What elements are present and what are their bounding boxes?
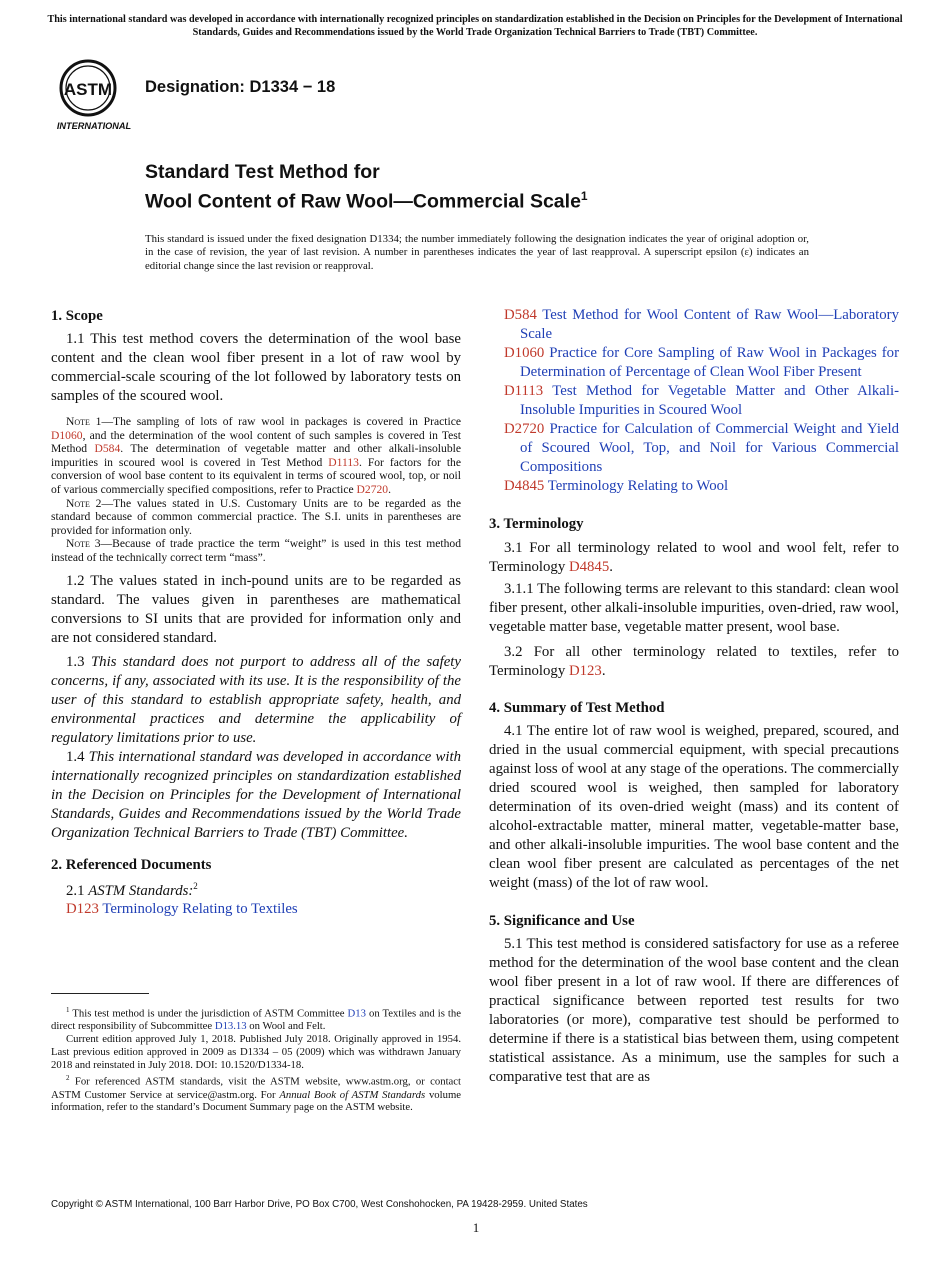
footnote-1-edition: Current edition approved July 1, 2018. Published July 2018. Originally approved in 1954. Last previous edition approved in 2009 as D1334 – 05 (2009) which was withdrawn January 2018 and reinstated in July 2018. DOI: 10.1520/D1334-18. [51,1033,461,1072]
ref-doc-d4845 [489,477,899,496]
title-line-1: Standard Test Method for [145,161,380,183]
ref-code[interactable]: D1060 [504,345,545,361]
para-5-1: 5.1 This test method is considered satisfactory for use as a referee method for the determination of the wool base content and the clean wool fiber present in a lot of raw wool. If there are differences of practical significance between reported test results for two laboratories (or more), comparative test should be performed to determine if there is a statistical bias between them, using competent statistical assistance. As a minimum, use the samples for such a comparative test that are as [489,936,899,1085]
para-1-4: 1.4 This international standard was developed in accordance with internationally recognized principles on standardization established in the Decision on Principles for the Development of International Standards, Guides and Recommendations issued by the World Trade Organization Technical Barriers to Trade (TBT) Committee. [51,748,461,841]
ref-link-d2720[interactable]: D2720 [356,482,389,496]
ref-title[interactable]: Practice for Calculation of Commercial Weight and Yield of Scoured Wool, Top, and Noil for Various Commercial Compositions [520,421,900,475]
ref-doc-d2720 [489,420,899,477]
footnote-divider [51,993,149,994]
logo-subtext: INTERNATIONAL [56,121,132,131]
title-line-2: Wool Content of Raw Wool—Commercial Scale$^1$ [145,189,588,213]
page-number: 1 [472,1220,480,1235]
title-footnote-mark: 1 [580,189,588,203]
ref-code[interactable]: D123 [66,901,99,918]
note-1: Note 1—The sampling of lots of raw wool in packages is covered in Practice D1060, and the determination of the wool content of such samples is covered in Test Method D584. The determination of vegetable matter and other alkali-insoluble impurities in scoured wool is covered in Test Method D1113. For factors for the conversion of wool base content to its equivalent in terms of scoured wool, top, or noil of various commercially specified compositions, refer to Practice D2720. [51,415,461,496]
para-1-1: 1.1 This test method covers the determination of the wool base content and the clean wool fiber present in a lot of raw wool by commercial-scale scouring of the lot followed by laboratory tests on samples of the scoured wool. [51,331,461,404]
note-2: Note 2—The values stated in U.S. Customary Units are to be regarded as the standard because of common commercial practice. The S.I. units in parentheses are provided for information only. [51,496,461,537]
footnotes [51,1004,461,1114]
para-3-1-1: 3.1.1 The following terms are relevant to this standard: clean wool fiber present, other alkali-insoluble impurities, oven-dried, raw wool, vegetable matter base, vegetable matter present, wool base. [489,581,899,635]
footnote-2: $^2$ For referenced ASTM standards, visit the ASTM website, www.astm.org, or contact ASTM Customer Service at service@astm.org. For Annual Book of ASTM Standards volume information, refer to the standard’s Document Summary page on the ASTM website. [51,1074,461,1114]
designation: Designation: D1334 − 18 [145,78,336,96]
ref-link-d1060[interactable]: D1060 [51,428,83,442]
ref-link-d4845[interactable]: D4845 [568,559,610,575]
ref-link-d584[interactable]: D584 [94,442,121,456]
para-2-1: 2.1 ASTM Standards:$^2$ [66,880,198,899]
ref-doc-d584 [489,306,899,344]
ref-title[interactable]: Terminology Relating to Wool [547,478,729,494]
ref-link-d1113[interactable]: D1113 [328,455,359,469]
section-heading-summary: 4. Summary of Test Method [489,700,665,716]
left-column [51,306,461,919]
ref-title[interactable]: Test Method for Vegetable Matter and Other Alkali-Insoluble Impurities in Scoured Wool [520,383,900,418]
section-heading-significance: 5. Significance and Use [489,913,635,929]
ref-code[interactable]: D2720 [504,421,545,437]
section-heading-terminology: 3. Terminology [489,516,584,532]
ref-link-d123[interactable]: D123 [568,663,602,679]
footnote-1: $^1$ This test method is under the jurisdiction of ASTM Committee D13 on Textiles and is the direct responsibility of Subcommittee D13.13 on Wool and Felt. [51,1006,461,1033]
ref-title[interactable]: Terminology Relating to Textiles [102,901,298,918]
ref-title[interactable]: Practice for Core Sampling of Raw Wool in Packages for Determination of Percentage of Clean Wool Fiber Present [520,345,899,380]
para-1-2: 1.2 The values stated in inch-pound units are to be regarded as standard. The values given in parentheses are mathematical conversions to SI units that are provided for information only and are not considered standard. [51,572,461,646]
ref-doc-d1113 [489,382,899,420]
ref-link-d13[interactable]: D13 [347,1007,366,1020]
note-3: Note 3—Because of trade practice the term “weight” is used in this test method instead of the technically correct term “mass”. [51,537,461,564]
para-3-2: 3.2 For all other terminology related to textiles, refer to Terminology D123. [489,644,899,679]
para-4-1: 4.1 The entire lot of raw wool is weighed, prepared, scoured, and dried in the usual commercial equipment, with special precautions against loss of wool at any stage of the operations. The commercially dried scoured wool is weighed, then sampled for laboratory determination of its oven-dried weight (mass) and its content of alcohol-extractable matter, mineral matter, vegetable-matter base, and other alkali-insoluble impurities. The wool base content and the clean wool fiber present are calculated as percentages of the net weight (mass) of the lot of raw wool. [489,723,899,891]
logo-mark: ASTM [63,80,113,99]
issued-note: This standard is issued under the fixed designation D1334; the number immediately following the designation indicates the year of original adoption or, in the case of revision, the year of last revision. A number in parentheses indicates the year of last reapproval. A superscript epsilon (ε) indicates an editorial change since the last revision or reapproval. [145,233,809,272]
ref-doc-d123 [51,900,461,919]
document-title [145,160,588,214]
section-heading-scope: 1. Scope [51,308,103,324]
para-3-1: 3.1 For all terminology related to wool and wool felt, refer to Terminology D4845. [489,540,899,575]
wto-notice: This international standard was developed in accordance with internationally recognized principles on standardization established in the Decision on Principles for the Development of International Standards, Guides and Recommendations issued by the World Trade Organization Technical Barriers to Trade (TBT) Committee. [47,14,903,38]
right-column [489,306,899,1087]
ref-title[interactable]: Test Method for Wool Content of Raw Wool—Laboratory Scale [520,307,899,342]
copyright: Copyright © ASTM International, 100 Barr Harbor Drive, PO Box C700, West Conshohocken, PA 19428-2959. United States [51,1199,588,1210]
para-1-3: 1.3 This standard does not purport to address all of the safety concerns, if any, associated with its use. It is the responsibility of the user of this standard to establish appropriate safety, health, and environmental practices and determine the applicability of regulatory limitations prior to use. [51,653,461,746]
ref-link-d13-13[interactable]: D13.13 [214,1020,247,1033]
astm-logo [53,58,135,132]
ref-doc-d1060 [489,344,899,382]
ref-code[interactable]: D584 [504,307,537,323]
ref-code[interactable]: D4845 [504,478,545,494]
ref-code[interactable]: D1113 [504,383,544,399]
section-heading-referenced: 2. Referenced Documents [51,856,212,873]
